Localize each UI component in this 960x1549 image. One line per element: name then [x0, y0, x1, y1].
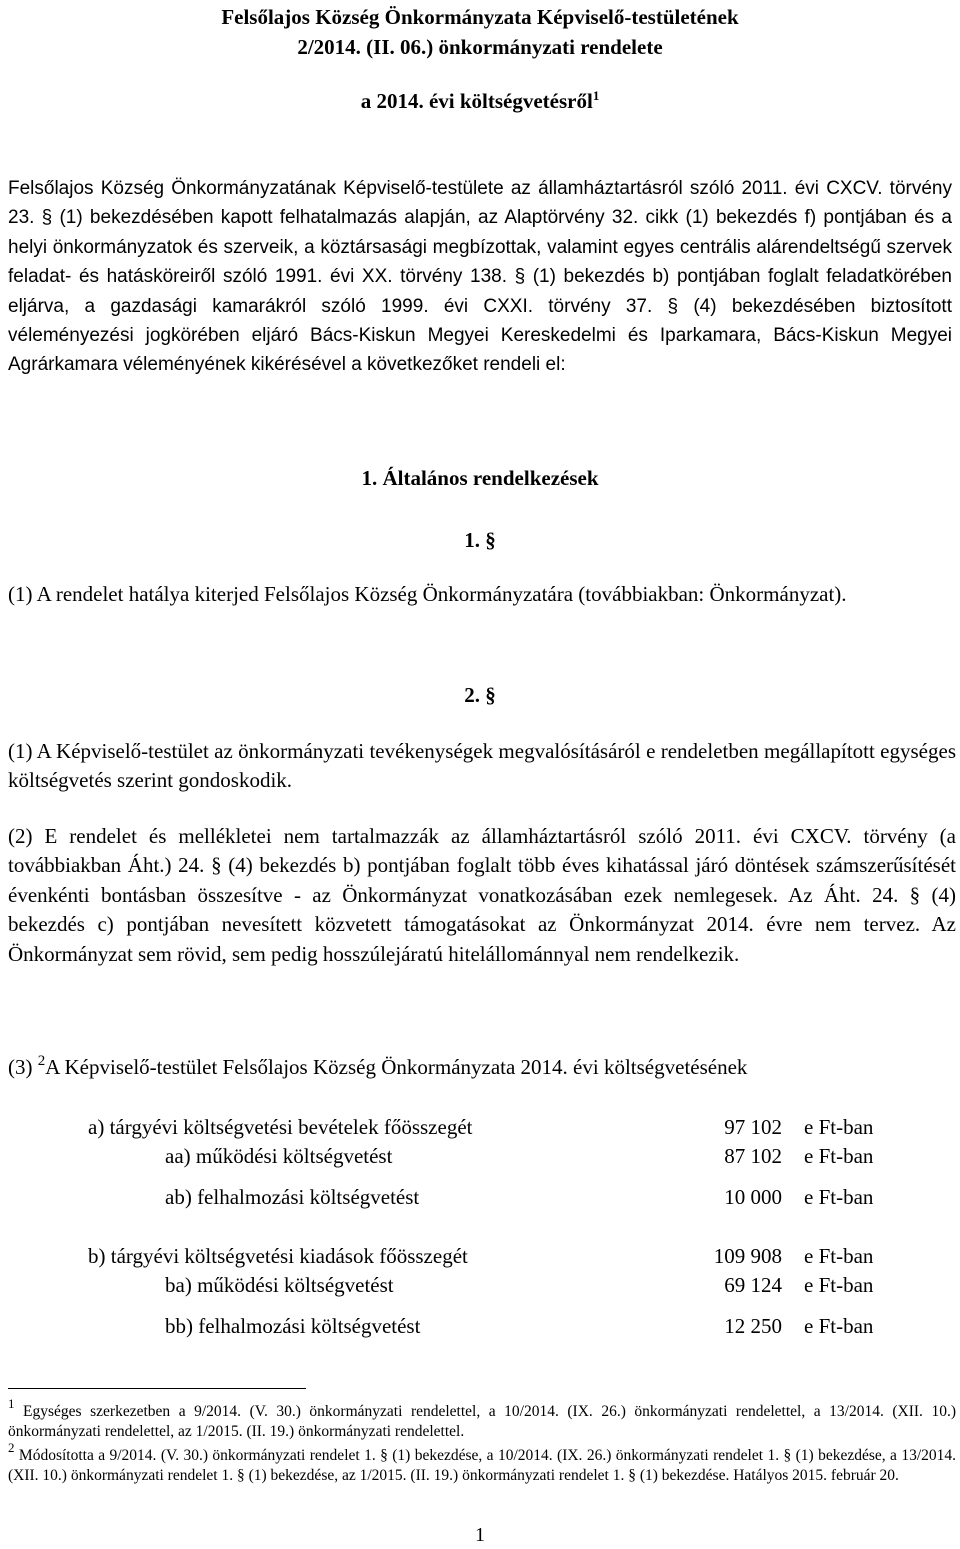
budget-row-a-unit: e Ft-ban: [804, 1115, 874, 1139]
section-label-2: 2. §: [464, 683, 496, 707]
ordinance-title-line1: Felsőlajos Község Önkormányzata Képviselő-testületének: [221, 5, 739, 29]
paragraph-3-text: A Képviselő-testület Felsőlajos Község Önkormányzata 2014. évi költségvetésének: [45, 1055, 748, 1079]
footnote-ref-2[interactable]: 2: [37, 1053, 46, 1069]
budget-row-b-unit: e Ft-ban: [804, 1244, 874, 1268]
ordinance-title-line2: 2/2014. (II. 06.) önkormányzati rendelete: [297, 35, 663, 59]
chapter-heading: 1. Általános rendelkezések: [361, 466, 599, 490]
budget-row-b-amount: 109 908: [713, 1244, 782, 1268]
ordinance-title-line3: [0, 86, 960, 116]
ordinance-title-text: a 2014. évi költségvetésről: [360, 89, 593, 113]
section-2-paragraph-1: [8, 737, 956, 796]
budget-row-b-label: b) tárgyévi költségvetési kiadások főösszegét: [88, 1244, 468, 1268]
budget-row-a-label: a) tárgyévi költségvetési bevételek főösszegét: [88, 1115, 473, 1139]
section-1-paragraph-1: (1) A rendelet hatálya kiterjed Felsőlajos Község Önkormányzatára (továbbiakban: Önkormányzat).: [8, 582, 847, 606]
footnote-1: [8, 1396, 957, 1442]
footnote-1-text: Egységes szerkezetben a 9/2014. (V. 30.) önkormányzati rendelettel, a 10/2014. (IX. 26.) önkormányzati rendelettel, a 13/2014. (XII. 10.) önkormányzati rendelettel, az 1/2015. (II. 19.) önkormányzati rendelettel.: [8, 1403, 957, 1440]
budget-row-aa-amount: 87 102: [724, 1144, 782, 1168]
footnote-2-mark: 2: [8, 1440, 15, 1455]
preamble-paragraph: Felsőlajos Község Önkormányzatának Képviselő-testülete az államháztartásról szóló 2011. évi CXCV. törvény 23. § (1) bekezdésében kapott felhatalmazás alapján, az Alaptörvény 32. cikk (1) bekezdés f) pontjában és a helyi önkormányzatok és szerveik, a köztársasági megbízottak, valamint egyes centrális alárendeltségű szervek feladat- és hatásköreiről szóló 1991. évi XX. törvény 138. § (1) bekezdés b) pontjában foglalt feladatkörében eljárva, a gazdasági kamarákról szóló 1999. évi CXXI. törvény 37. § (4) bekezdésében biztosított véleményezési jogkörében eljáró Bács-Kiskun Megyei Kereskedelmi és Iparkamara, Bács-Kiskun Megyei Agrárkamara véleményének kikérésével a következőket rendeli el:: [8, 178, 952, 376]
budget-row-bb-amount: 12 250: [724, 1314, 782, 1338]
paragraph-3-prefix: (3): [8, 1055, 33, 1079]
budget-row-ab-unit: e Ft-ban: [804, 1185, 874, 1209]
footnote-1-mark: 1: [8, 1396, 15, 1411]
section-2-paragraph-2: (2) E rendelet és mellékletei nem tartalmazzák az államháztartásról szóló 2011. évi CXCV. törvény (a továbbiakban Áht.) 24. § (4) bekezdés b) pontjában foglalt több éves kihatással járó döntések számszerűsítését évenkénti bontásban összesítve - az Önkormányzat vonatkozásában ezek nemlegesek. Az Áht. 24. § (4) bekezdés c) pontjában nevesített közvetett támogatásokat az Önkormányzat 2014. évre nem tervez. Az Önkormányzat sem rövid, sem pedig hosszúlejáratú hitelállománnyal nem rendelkezik.: [8, 824, 956, 966]
budget-row-bb-unit: e Ft-ban: [804, 1314, 874, 1338]
footnote-2-text: Módosította a 9/2014. (V. 30.) önkormányzati rendelet 1. § (1) bekezdése, a 10/2014. (IX. 26.) önkormányzati rendelet 1. § (1) bekezdése, a 13/2014. (XII. 10.) önkormányzati rendelet 1. § (1) bekezdése, az 1/2015. (II. 19.) önkormányzati rendelet 1. § (1) bekezdése. Hatályos 2015. február 20.: [8, 1447, 957, 1484]
footnote-2: [8, 1440, 957, 1486]
section-label-1: 1. §: [464, 528, 496, 552]
budget-row-ab-amount: 10 000: [724, 1185, 782, 1209]
budget-row-ab-label: ab) felhalmozási költségvetést: [165, 1185, 420, 1209]
budget-row-ba-amount: 69 124: [724, 1273, 782, 1297]
section-2-paragraph-1-text: (1) A Képviselő-testület az önkormányzati tevékenységek megvalósításáról e rendeletben megállapított egységes költségvetés szerint gondoskodik.: [8, 739, 956, 793]
budget-row-ba-label: ba) működési költségvetést: [165, 1273, 394, 1297]
page-number: 1: [475, 1524, 485, 1546]
paragraph-3-intro: [8, 1055, 747, 1080]
budget-row-bb-label: bb) felhalmozási költségvetést: [165, 1314, 421, 1338]
budget-row-aa-unit: e Ft-ban: [804, 1144, 874, 1168]
budget-row-a-amount: 97 102: [724, 1115, 782, 1139]
footnote-divider: [8, 1388, 306, 1389]
budget-row-ba-unit: e Ft-ban: [804, 1273, 874, 1297]
footnote-ref-1[interactable]: 1: [592, 88, 600, 103]
budget-row-aa-label: aa) működési költségvetést: [165, 1144, 393, 1168]
